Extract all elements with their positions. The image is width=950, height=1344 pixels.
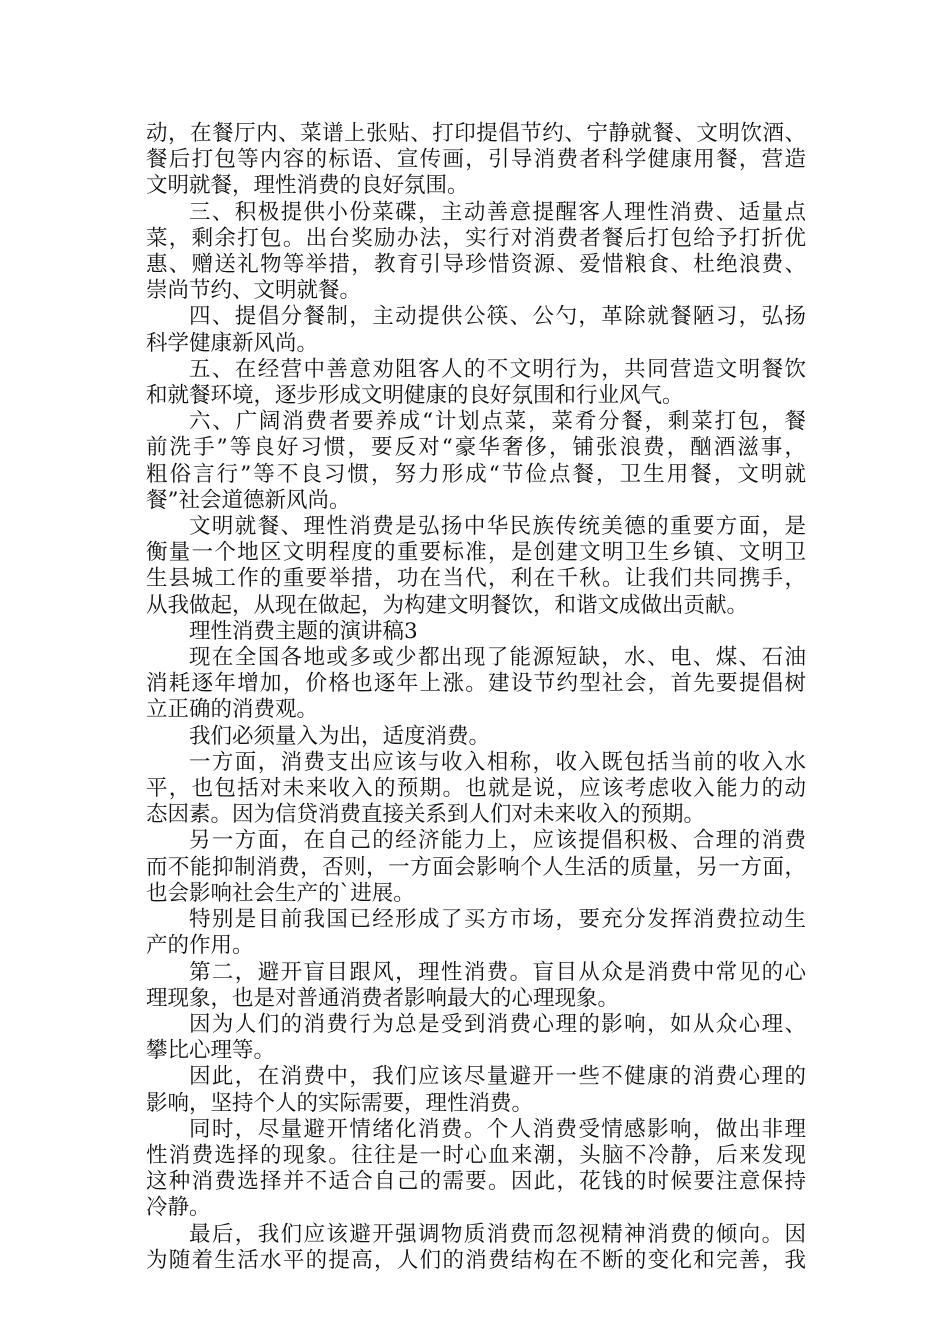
paragraph-line: 消耗逐年增加，价格也逐年上涨。建设节约型社会，首先要提倡树 (146, 671, 806, 697)
paragraph-line: 六、广阔消费者要养成“计划点菜，菜肴分餐，剩菜打包，餐 (189, 409, 806, 435)
paragraph (146, 828, 806, 907)
paragraph-line: 我们必须量入为出，适度消费。 (189, 723, 491, 749)
paragraph (146, 1012, 806, 1064)
paragraph (146, 1064, 806, 1116)
paragraph (146, 409, 806, 514)
paragraph-line: 因为人们的消费行为总是受到消费心理的影响，如从众心理、 (189, 1011, 806, 1037)
paragraph-line: 一方面，消费支出应该与收入相称，收入既包括当前的收入水 (189, 749, 806, 775)
paragraph-line: 惠、赠送礼物等举措，教育引导珍惜资源、爱惜粮食、杜绝浪费、 (146, 252, 806, 278)
paragraph (146, 1117, 806, 1222)
paragraph-line: 餐后打包等内容的标语、宣传画，引导消费者科学健康用餐，营造 (146, 147, 806, 173)
paragraph-line: 性消费选择的现象。往往是一时心血来潮，头脑不冷静，后来发现 (146, 1142, 806, 1168)
paragraph-line: 立正确的消费观。 (146, 697, 319, 723)
paragraph-line: 影响，坚持个人的实际需要，理性消费。 (146, 1090, 534, 1116)
paragraph-line: 动，在餐厅内、菜谱上张贴、打印提倡节约、宁静就餐、文明饮酒、 (146, 121, 806, 146)
paragraph-line: 菜，剩余打包。出台奖励办法，实行对消费者餐后打包给予打折优 (146, 225, 806, 251)
paragraph (146, 121, 806, 200)
paragraph-line: 冷静。 (146, 1195, 211, 1221)
paragraph (146, 619, 806, 645)
paragraph (146, 200, 806, 305)
paragraph-line: 四、提倡分餐制，主动提供公筷、公勺，革除就餐陋习，弘扬 (189, 304, 806, 330)
paragraph-line: 因此，在消费中，我们应该尽量避开一些不健康的消费心理的 (189, 1064, 806, 1090)
paragraph (146, 907, 806, 959)
paragraph-line: 三、积极提供小份菜碟，主动善意提醒客人理性消费、适量点 (189, 199, 806, 225)
paragraph-line: 产的作用。 (146, 933, 254, 959)
paragraph-line: 第二，避开盲目跟风，理性消费。盲目从众是消费中常见的心 (189, 959, 806, 985)
paragraph-line: 最后，我们应该避开强调物质消费而忽视精神消费的倾向。因 (189, 1221, 806, 1247)
paragraph-line: 平，也包括对未来收入的预期。也就是说，应该考虑收入能力的动 (146, 776, 806, 802)
paragraph-line: 餐”社会道德新风尚。 (146, 487, 351, 513)
paragraph-line: 科学健康新风尚。 (146, 330, 319, 356)
paragraph (146, 357, 806, 409)
paragraph-line: 文明就餐、理性消费是弘扬中华民族传统美德的重要方面，是 (189, 514, 806, 540)
paragraph-line: 也会影响社会生产的`进展。 (146, 880, 415, 906)
paragraph-line: 文明就餐，理性消费的良好氛围。 (146, 173, 469, 199)
paragraph (146, 645, 806, 724)
paragraph-line: 从我做起，从现在做起，为构建文明餐饮，和谐文成做出贡献。 (146, 592, 749, 618)
paragraph-line: 衡量一个地区文明程度的重要标准，是创建文明卫生乡镇、文明卫 (146, 540, 806, 566)
paragraph-line: 理性消费主题的演讲稿3 (189, 618, 418, 644)
document-body (146, 121, 806, 1274)
paragraph-line: 另一方面，在自己的经济能力上，应该提倡积极、合理的消费 (189, 828, 806, 854)
paragraph (146, 960, 806, 1012)
paragraph-line: 特别是目前我国已经形成了买方市场，要充分发挥消费拉动生 (189, 907, 806, 933)
paragraph-line: 同时，尽量避开情绪化消费。个人消费受情感影响，做出非理 (189, 1116, 806, 1142)
paragraph-line: 理现象，也是对普通消费者影响最大的心理现象。 (146, 985, 620, 1011)
paragraph-line: 生县城工作的重要举措，功在当代，利在千秋。让我们共同携手， (146, 566, 806, 592)
paragraph-line: 和就餐环境，逐步形成文明健康的良好氛围和行业风气。 (146, 383, 684, 409)
paragraph-line: 态因素。因为信贷消费直接关系到人们对未来收入的预期。 (146, 802, 706, 828)
paragraph (146, 1222, 806, 1274)
paragraph-line: 为随着生活水平的提高，人们的消费结构在不断的变化和完善，我 (146, 1247, 806, 1273)
paragraph (146, 750, 806, 829)
paragraph-line: 崇尚节约、文明就餐。 (146, 278, 362, 304)
paragraph-line: 现在全国各地或多或少都出现了能源短缺，水、电、煤、石油 (189, 645, 806, 671)
paragraph (146, 514, 806, 619)
paragraph-line: 这种消费选择并不适合自己的需要。因此，花钱的时候要注意保持 (146, 1169, 806, 1195)
paragraph-line: 而不能抑制消费，否则，一方面会影响个人生活的质量，另一方面， (146, 854, 806, 880)
paragraph-line: 五、在经营中善意劝阻客人的不文明行为，共同营造文明餐饮 (189, 356, 806, 382)
paragraph-line: 粗俗言行”等不良习惯，努力形成“节俭点餐，卫生用餐，文明就 (146, 461, 806, 487)
paragraph (146, 724, 806, 750)
paragraph (146, 304, 806, 356)
paragraph-line: 前洗手”等良好习惯，要反对“豪华奢侈，铺张浪费，酗酒滋事， (146, 435, 806, 461)
paragraph-line: 攀比心理等。 (146, 1038, 276, 1064)
